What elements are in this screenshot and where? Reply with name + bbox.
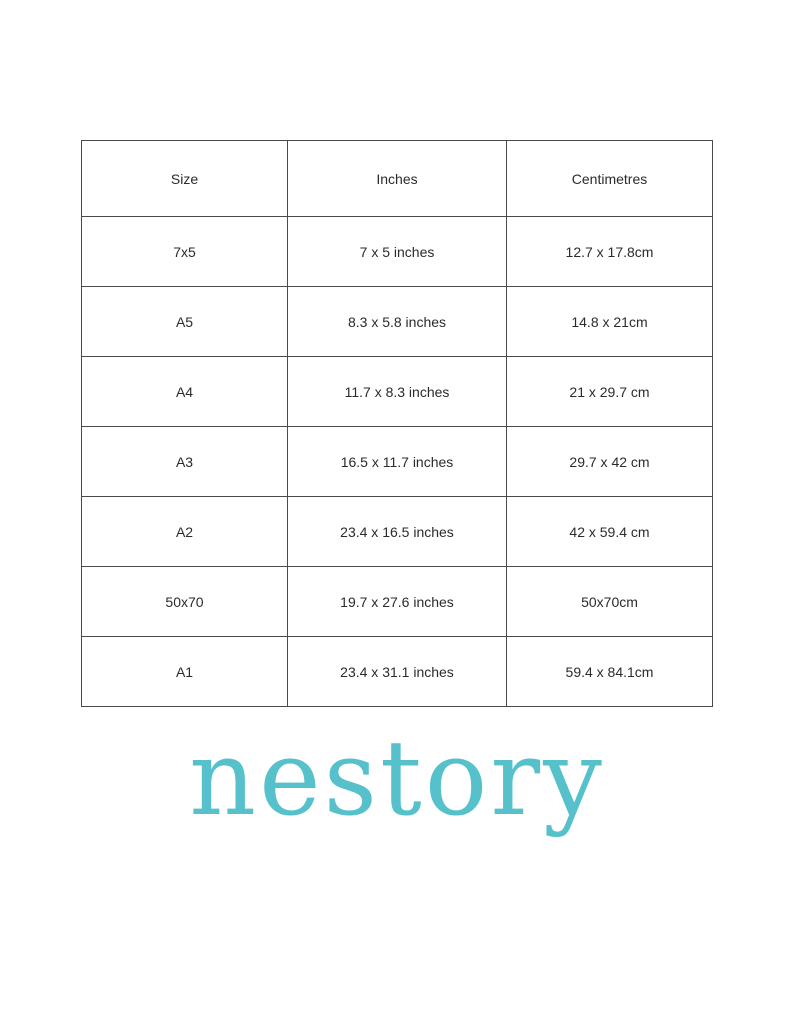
cell-size: A4: [82, 357, 288, 427]
cell-size: A1: [82, 637, 288, 707]
cell-inches: 11.7 x 8.3 inches: [288, 357, 507, 427]
cell-size: A5: [82, 287, 288, 357]
cell-inches: 8.3 x 5.8 inches: [288, 287, 507, 357]
table-header-row: [82, 141, 713, 217]
header-inches: Inches: [288, 141, 507, 217]
table-row: [82, 287, 713, 357]
cell-inches: 23.4 x 16.5 inches: [288, 497, 507, 567]
table-row: [82, 357, 713, 427]
brand-logo: nestory: [189, 717, 605, 839]
cell-centimetres: 42 x 59.4 cm: [507, 497, 713, 567]
cell-size: 7x5: [82, 217, 288, 287]
cell-inches: 16.5 x 11.7 inches: [288, 427, 507, 497]
cell-size: A2: [82, 497, 288, 567]
cell-size: 50x70: [82, 567, 288, 637]
size-chart-table: [81, 140, 713, 707]
cell-inches: 23.4 x 31.1 inches: [288, 637, 507, 707]
table-row: [82, 427, 713, 497]
cell-size: A3: [82, 427, 288, 497]
cell-centimetres: 21 x 29.7 cm: [507, 357, 713, 427]
cell-centimetres: 12.7 x 17.8cm: [507, 217, 713, 287]
cell-centimetres: 50x70cm: [507, 567, 713, 637]
cell-inches: 7 x 5 inches: [288, 217, 507, 287]
table-row: [82, 637, 713, 707]
cell-centimetres: 14.8 x 21cm: [507, 287, 713, 357]
cell-centimetres: 29.7 x 42 cm: [507, 427, 713, 497]
table-row: [82, 567, 713, 637]
cell-centimetres: 59.4 x 84.1cm: [507, 637, 713, 707]
cell-inches: 19.7 x 27.6 inches: [288, 567, 507, 637]
table-row: [82, 497, 713, 567]
header-size: Size: [82, 141, 288, 217]
header-centimetres: Centimetres: [507, 141, 713, 217]
table-row: [82, 217, 713, 287]
